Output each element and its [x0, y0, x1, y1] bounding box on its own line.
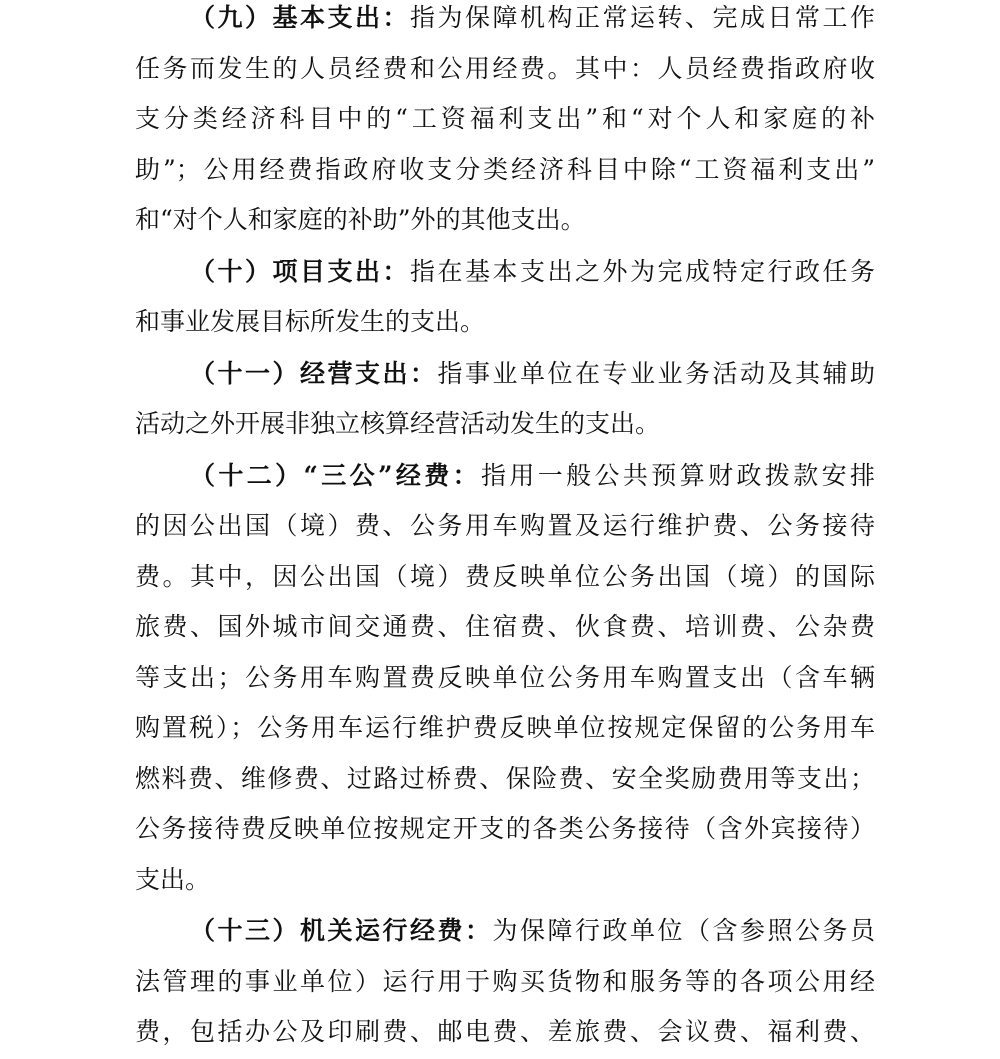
line-text: 支分类经济科目中的“工资福利支出”和“对个人和家庭的补 [135, 104, 875, 133]
line-text: 和“对个人和家庭的补助”外的其他支出。 [135, 205, 586, 234]
section-heading: （十二）“三公”经费： [190, 460, 481, 490]
line-text: 为保障行政单位（含参照公务员 [492, 916, 875, 945]
line-text: 任务而发生的人员经费和公用经费。其中：人员经费指政府收 [135, 53, 875, 83]
line-text: 费。其中，因公出国（境）费反映单位公务出国（境）的国际 [135, 561, 875, 591]
document-body [135, 0, 875, 1059]
line-text: 指用一般公共预算财政拨款安排 [481, 460, 875, 490]
line-text: 支出。 [135, 864, 211, 894]
paragraph [135, 349, 875, 450]
line-text: 费，包括办公及印刷费、邮电费、差旅费、会议费、福利费、 [135, 1017, 875, 1046]
section-heading: （九）基本支出： [190, 3, 410, 32]
text-line [135, 957, 875, 1008]
line-text: 的因公出国（境）费、公务用车购置及运行维护费、公务接待 [135, 511, 875, 540]
line-text: 购置税）；公务用车运行维护费反映单位按规定保留的公务用车 [135, 713, 875, 742]
section-heading: （十）项目支出： [190, 256, 410, 286]
line-text: 指事业单位在专业业务活动及其辅助 [437, 358, 875, 388]
text-line [135, 451, 875, 502]
line-text: 活动之外开展非独立核算经营活动发生的支出。 [135, 409, 661, 438]
text-line [135, 0, 875, 44]
line-text: 和事业发展目标所发生的支出。 [135, 307, 486, 336]
paragraph [135, 451, 875, 906]
text-line [135, 195, 875, 246]
line-text: 公务接待费反映单位按规定开支的各类公务接待（含外宾接待） [135, 814, 875, 843]
text-line [135, 602, 875, 653]
line-text: 指在基本支出之外为完成特定行政任务 [410, 256, 875, 286]
text-line [135, 145, 875, 196]
line-text: 旅费、国外城市间交通费、住宿费、伙食费、培训费、公杂费 [135, 612, 875, 641]
paragraph [135, 906, 875, 1058]
line-text: 助”；公用经费指政府收支分类经济科目中除“工资福利支出” [135, 154, 875, 184]
text-line [135, 501, 875, 552]
line-text: 燃料费、维修费、过路过桥费、保险费、安全奖励费用等支出； [135, 763, 875, 793]
line-text: 等支出；公务用车购置费反映单位公务用车购置支出（含车辆 [135, 662, 875, 692]
paragraph [135, 0, 875, 246]
text-line [135, 653, 875, 704]
text-line [135, 399, 875, 450]
line-text: 指为保障机构正常运转、完成日常工作 [410, 3, 875, 32]
text-line [135, 552, 875, 603]
text-line [135, 703, 875, 754]
text-line [135, 94, 875, 145]
section-heading: （十一）经营支出： [190, 358, 438, 388]
text-line [135, 1007, 875, 1058]
line-text: 法管理的事业单位）运行用于购买货物和服务等的各项公用经 [135, 966, 875, 996]
text-line [135, 247, 875, 298]
paragraph [135, 247, 875, 348]
section-heading: （十三）机关运行经费： [190, 916, 493, 945]
text-line [135, 804, 875, 855]
text-line [135, 754, 875, 805]
text-line [135, 44, 875, 95]
text-line [135, 349, 875, 400]
text-line [135, 297, 875, 348]
text-line [135, 855, 875, 906]
text-line [135, 906, 875, 957]
